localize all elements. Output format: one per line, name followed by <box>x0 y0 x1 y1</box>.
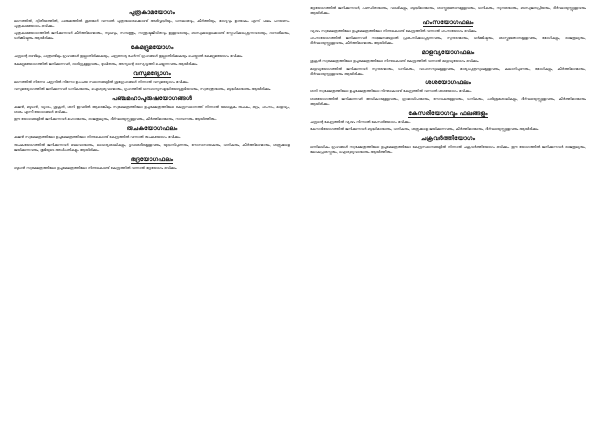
paragraph: ശുക്രൻ സ്വക്ഷേത്രത്തിലോ ഉച്ചക്ഷേത്രത്തിലോ നിന്നുകൊണ്ട് കേന്ദ്രത്തിൽ വന്നാൽ മാളവ്യയോഗം ഭവിക്കും. <box>310 59 480 64</box>
paragraph: കുജൻ സ്വക്ഷേത്രത്തിലോ ഉച്ചക്ഷേത്രത്തിലോ നിന്നുകൊണ്ട് കേന്ദ്രത്തിൽ വന്നാൽ രുചകയോഗം ഭവിക്കും. <box>14 135 181 140</box>
paragraph: ലഗ്നത്തിൽ നിന്നോ ചന്ദ്രനിൽ നിന്നോ ഉപചയ സ്ഥാനങ്ങളിൽ ശുഭഗ്രഹങ്ങൾ നിന്നാൽ വസുമദ്യോഗം ഭവിക്കും. <box>14 79 189 84</box>
section <box>14 156 290 171</box>
section-heading <box>14 70 290 78</box>
section <box>14 44 290 66</box>
section <box>14 125 290 152</box>
section-heading <box>310 49 586 57</box>
paragraph: ഈ യോഗങ്ങളിൽ ജനിക്കുന്നവർ മഹാന്മാരും, രാജതുല്യരും, ദീർഘായുസ്സുള്ളവരും, കീർത്തിമാന്മാരും, സമ്പന്നരും ആയിത്തീരും. <box>14 117 217 122</box>
right-column <box>310 6 586 422</box>
paragraph: കുജൻ, ബുധൻ, വ്യാഴം, ശുക്രൻ, ശനി ഇവരിൽ ആരെങ്കിലും സ്വക്ഷേത്രത്തിലോ ഉച്ചക്ഷേത്രത്തിലോ കേന്ദ്രസ്ഥാനത്ത് നിന്നാൽ യഥാക്രമം രുചകം, ഭദ്രം, ഹംസം, മാളവ്യം, ശശം എന്നീ യോഗങ്ങൾ ഭവിക്കും. <box>14 105 290 114</box>
paragraph: മാളവ്യയോഗത്തിൽ ജനിക്കുന്നവർ സുന്ദരന്മാരും, ധനികരും, വാഹനസുഖമുള്ളവരും, ഭാര്യാപുത്രസുഖമുള്ളവരും, കലാനിപുണരും, ഭോഗികളും, കീർത്തിമാന്മാരും, ദീർഘായുസ്സുള്ളവരും ആയിരിക്കും. <box>310 66 586 76</box>
section-heading <box>310 110 586 118</box>
section-heading-text: വസുമദ്യോഗം <box>133 69 171 77</box>
section <box>14 9 290 41</box>
paragraph: ഹംസയോഗത്തിൽ ജനിക്കുന്നവർ സജ്ജനങ്ങളാൽ പ്രശംസിക്കപ്പെടുന്നവരും, സുന്ദരന്മാരും, ധർമ്മിഷ്ഠരും, ശാസ്ത്രജ്ഞാനമുള്ളവരും, ഭോഗികളും, രാജതുല്യരും, ദീർഘായുസ്സുള്ളവരും, കീർത്തിമാന്മാരും ആയിരിക്കും. <box>310 36 586 46</box>
left-column <box>14 6 290 422</box>
paragraph: കേമദ്രുമയോഗത്തിൽ ജനിക്കുന്നവർ, ദാരിദ്ര്യമുള്ളവരും, ദുഃഖിതരും, അന്യന്റെ ദാസ്യവൃത്തി ചെയ്യുന്നവരും ആയിരിക്കും. <box>14 61 199 66</box>
section-heading <box>14 9 290 17</box>
section-heading-text: ഹംസയോഗഫലം <box>422 18 474 26</box>
section <box>310 79 586 106</box>
paragraph: വ്യാഴം സ്വക്ഷേത്രത്തിലോ ഉച്ചക്ഷേത്രത്തിലോ നിന്നുകൊണ്ട് കേന്ദ്രത്തിൽ വന്നാൽ ഹംസയോഗം ഭവിക്കും. <box>310 28 478 33</box>
section-heading-text: കേമദ്രുമയോഗം <box>130 44 174 52</box>
paragraph: ചന്ദ്രന്റെ രണ്ടിലും, പന്ത്രണ്ടിലും ഗ്രഹങ്ങൾ ഇല്ലാതിരിക്കുകയും, ചന്ദ്രനോടു ചേർന്ന് ഗ്രഹങ്ങൾ ഇല്ലാതിരിക്കുകയും ചെയ്താൽ കേമദ്രുമയോഗം ഭവിക്കും. <box>14 54 244 59</box>
section-heading <box>310 135 586 143</box>
section <box>310 6 586 16</box>
section-heading-text: രുചകയോഗഫലം <box>126 125 178 133</box>
section-heading <box>14 156 290 164</box>
paragraph: ശശയോഗത്തിൽ ജനിക്കുന്നവർ അധികാരമുള്ളവരും, ഗ്രാമാധിപന്മാരും, സേവകരുള്ളവരും, ധനികരും, പരിശ്രമശാലികളും, ദീർഘായുസ്സുള്ളവരും, കീർത്തിമാന്മാരും ആയിരിക്കും. <box>310 96 586 106</box>
section <box>310 49 586 76</box>
section-heading <box>310 79 586 87</box>
section-heading-text: ചക്രവർത്തിയോഗം <box>420 135 476 143</box>
section-heading <box>14 44 290 52</box>
section <box>310 19 586 46</box>
paragraph: ശനി സ്വക്ഷേത്രത്തിലോ ഉച്ചക്ഷേത്രത്തിലോ നിന്നുകൊണ്ട് കേന്ദ്രത്തിൽ വന്നാൽ ശശയോഗം ഭവിക്കും. <box>310 89 472 94</box>
section-heading <box>14 125 290 133</box>
paragraph: കേസരിയോഗത്തിൽ ജനിക്കുന്നവർ ബുദ്ധിമാന്മാരും, ധനികരും, ശത്രുക്കളെ ജയിക്കുന്നവരും, കീർത്തിമാന്മാരും, ദീർഘായുസ്സുള്ളവരും ആയിരിക്കും. <box>310 127 540 132</box>
section <box>310 110 586 132</box>
paragraph: ഒന്നിലധികം ഗ്രഹങ്ങൾ സ്വക്ഷേത്രത്തിലോ ഉച്ചക്ഷേത്രത്തിലോ കേന്ദ്രസ്ഥാനങ്ങളിൽ നിന്നാൽ ചക്രവർത്തിയോഗം ഭവിക്കും. ഈ യോഗത്തിൽ ജനിക്കുന്നവർ രാജതുല്യരും, ലോകപ്രശസ്തരും, ഐശ്വര്യവാന്മാരും ആയിത്തീരും. <box>310 145 586 155</box>
paragraph: രുചകയോഗത്തിൽ ജനിക്കുന്നവർ ബലവാന്മാരും, ധൈര്യശാലികളും, ദൃഢശരീരമുള്ളവരും, യുദ്ധനിപുണരും, സേനാനായകരും, ധനികരും, കീർത്തിമാന്മാരും, ശത്രുക്കളെ ജയിക്കുന്നവരും, ഭൂമിയുടെ അധിപതികളും ആയിരിക്കും. <box>14 142 290 152</box>
section-heading-text: കേസരിയോഗവും ഫലങ്ങളും <box>408 109 488 117</box>
paragraph: പുത്രകാമയോഗത്തിൽ ജനിക്കുന്നവർ കീർത്തിമാന്മാരും, സുഖവും, സമ്പത്തും, സന്തുഷ്ടജീവിതവും ഉള്ളവരായും, ബന്ധുക്കളെക്കൊണ്ട് സ്നേഹിക്കപ്പെടുന്നവരായും, ദാനശീലരും, ധർമ്മിഷ്ഠരും ആയിരിക്കും. <box>14 31 290 41</box>
section-heading-text: മാളവ്യയോഗഫലം <box>421 49 475 57</box>
section <box>14 70 290 92</box>
section-heading-text: പുത്രകാമയോഗം <box>128 9 176 16</box>
paragraph: ലഗ്നത്തിൽ, ദ്വിതീയത്തിൽ, പഞ്ചമത്തിൽ ശുഭന്മാർ വന്നാൽ പുത്രന്മാരെക്കൊണ്ട് അഭിവൃദ്ധിയും, ധനലാഭവും, കീർത്തിയും, ഭാഗ്യവും ഉണ്ടാകും എന്ന് ഫലം പറയണം. പുത്രകാമയോഗം ഭവിക്കും. <box>14 19 290 28</box>
section-heading <box>14 95 290 103</box>
section-heading-text: പഞ്ചമഹാപുരുഷയോഗങ്ങൾ <box>111 95 193 103</box>
section <box>14 95 290 122</box>
section <box>310 135 586 155</box>
section-heading-text: ഭദ്രയോഗഫലം <box>130 155 174 163</box>
paragraph: ചന്ദ്രന്റെ കേന്ദ്രത്തിൽ വ്യാഴം നിന്നാൽ കേസരിയോഗം ഭവിക്കും. <box>310 119 411 124</box>
paragraph: വസുമദ്യോഗത്തിൽ ജനിക്കുന്നവർ ധനികന്മാരും, ഐശ്വര്യവാന്മാരും, ഗൃഹത്തിൽ ധനധാന്യസമൃദ്ധിയോടുകൂടിയവരും, സ്വതന്ത്രന്മാരും, ബുദ്ധിമാന്മാരും ആയിരിക്കും. <box>14 87 272 92</box>
paragraph: ബുധൻ സ്വക്ഷേത്രത്തിലോ ഉച്ചക്ഷേത്രത്തിലോ നിന്നുകൊണ്ട് കേന്ദ്രത്തിൽ വന്നാൽ ഭദ്രയോഗം ഭവിക്കും. <box>14 165 178 170</box>
section-heading-text: ശശയോഗഫലം <box>425 79 471 87</box>
paragraph: ഭദ്രയോഗത്തിൽ ജനിക്കുന്നവർ, പണ്ഡിതന്മാരും, വാഗ്മികളും, ബുദ്ധിമാന്മാരും, ശാസ്ത്രജ്ഞാനമുള്ളവരും, ധനികരും, സുന്ദരന്മാരും, ബന്ധുജനപ്രിയരും, ദീർഘായുസ്സുള്ളവരും ആയിരിക്കും. <box>310 6 586 15</box>
section-heading <box>310 19 586 27</box>
